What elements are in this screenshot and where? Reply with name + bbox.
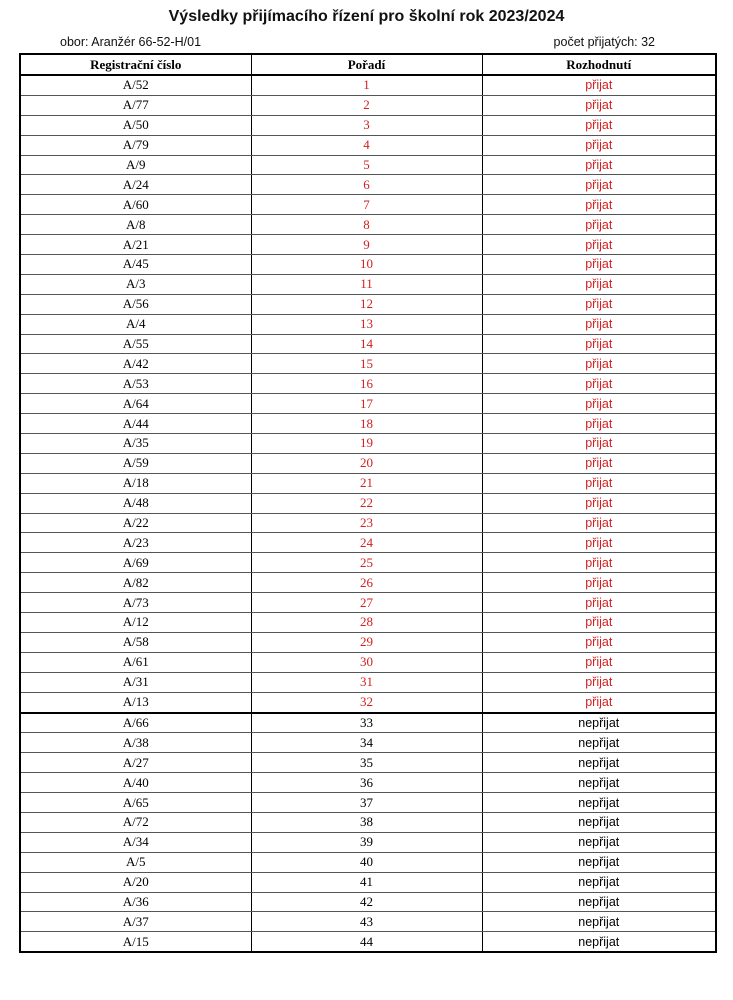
table-row <box>20 573 716 593</box>
decision-cell: přijat <box>482 613 716 633</box>
registration-number-cell: A/23 <box>20 533 251 553</box>
rank-cell: 33 <box>251 713 482 733</box>
registration-number-cell: A/82 <box>20 573 251 593</box>
registration-number-cell: A/31 <box>20 672 251 692</box>
registration-number-cell: A/3 <box>20 274 251 294</box>
table-row <box>20 274 716 294</box>
rank-cell: 21 <box>251 473 482 493</box>
rank-cell: 8 <box>251 215 482 235</box>
registration-number-cell: A/9 <box>20 155 251 175</box>
rank-cell: 12 <box>251 294 482 314</box>
decision-cell: přijat <box>482 95 716 115</box>
table-row <box>20 533 716 553</box>
rank-cell: 6 <box>251 175 482 195</box>
registration-number-cell: A/44 <box>20 414 251 434</box>
registration-number-cell: A/42 <box>20 354 251 374</box>
decision-cell: přijat <box>482 593 716 613</box>
decision-cell: nepřijat <box>482 872 716 892</box>
admitted-count: počet přijatých: 32 <box>553 35 655 49</box>
decision-cell: přijat <box>482 414 716 434</box>
table-row <box>20 652 716 672</box>
table-row <box>20 832 716 852</box>
rank-cell: 3 <box>251 115 482 135</box>
table-row <box>20 215 716 235</box>
rank-cell: 10 <box>251 255 482 275</box>
decision-cell: nepřijat <box>482 713 716 733</box>
rank-cell: 1 <box>251 75 482 95</box>
registration-number-cell: A/53 <box>20 374 251 394</box>
table-row <box>20 255 716 275</box>
registration-number-cell: A/34 <box>20 832 251 852</box>
rank-cell: 34 <box>251 733 482 753</box>
decision-cell: nepřijat <box>482 753 716 773</box>
registration-number-cell: A/27 <box>20 753 251 773</box>
registration-number-cell: A/13 <box>20 692 251 712</box>
table-row <box>20 235 716 255</box>
registration-number-cell: A/18 <box>20 473 251 493</box>
registration-number-cell: A/22 <box>20 513 251 533</box>
rank-cell: 9 <box>251 235 482 255</box>
decision-cell: přijat <box>482 672 716 692</box>
table-row <box>20 553 716 573</box>
registration-number-cell: A/73 <box>20 593 251 613</box>
decision-cell: nepřijat <box>482 932 716 952</box>
table-row <box>20 115 716 135</box>
registration-number-cell: A/37 <box>20 912 251 932</box>
table-row <box>20 414 716 434</box>
decision-cell: přijat <box>482 513 716 533</box>
rank-cell: 2 <box>251 95 482 115</box>
decision-cell: přijat <box>482 195 716 215</box>
registration-number-cell: A/58 <box>20 632 251 652</box>
decision-cell: přijat <box>482 135 716 155</box>
rank-cell: 40 <box>251 852 482 872</box>
registration-number-cell: A/36 <box>20 892 251 912</box>
registration-number-cell: A/52 <box>20 75 251 95</box>
table-row <box>20 195 716 215</box>
decision-cell: přijat <box>482 115 716 135</box>
table-row <box>20 294 716 314</box>
table-row <box>20 713 716 733</box>
results-table <box>19 53 717 953</box>
decision-cell: nepřijat <box>482 812 716 832</box>
registration-number-cell: A/48 <box>20 493 251 513</box>
rank-cell: 26 <box>251 573 482 593</box>
decision-cell: přijat <box>482 453 716 473</box>
table-row <box>20 932 716 952</box>
rank-cell: 23 <box>251 513 482 533</box>
rank-cell: 39 <box>251 832 482 852</box>
registration-number-cell: A/72 <box>20 812 251 832</box>
field-of-study: obor: Aranžér 66-52-H/01 <box>60 35 202 49</box>
table-row <box>20 434 716 454</box>
decision-cell: přijat <box>482 255 716 275</box>
decision-cell: přijat <box>482 434 716 454</box>
rank-cell: 16 <box>251 374 482 394</box>
rank-cell: 27 <box>251 593 482 613</box>
table-row <box>20 513 716 533</box>
decision-cell: přijat <box>482 175 716 195</box>
table-row <box>20 872 716 892</box>
table-row <box>20 692 716 712</box>
rank-cell: 20 <box>251 453 482 473</box>
decision-cell: nepřijat <box>482 892 716 912</box>
decision-cell: přijat <box>482 573 716 593</box>
table-row <box>20 593 716 613</box>
table-row <box>20 175 716 195</box>
rank-cell: 11 <box>251 274 482 294</box>
registration-number-cell: A/79 <box>20 135 251 155</box>
decision-cell: nepřijat <box>482 832 716 852</box>
rank-cell: 32 <box>251 692 482 712</box>
registration-number-cell: A/4 <box>20 314 251 334</box>
registration-number-cell: A/15 <box>20 932 251 952</box>
registration-number-cell: A/38 <box>20 733 251 753</box>
table-row <box>20 334 716 354</box>
rank-cell: 44 <box>251 932 482 952</box>
table-row <box>20 394 716 414</box>
rank-cell: 35 <box>251 753 482 773</box>
table-body <box>20 75 716 952</box>
registration-number-cell: A/8 <box>20 215 251 235</box>
registration-number-cell: A/77 <box>20 95 251 115</box>
rank-cell: 14 <box>251 334 482 354</box>
table-header-row <box>20 54 716 75</box>
table-row <box>20 912 716 932</box>
rank-cell: 37 <box>251 793 482 813</box>
decision-cell: nepřijat <box>482 773 716 793</box>
decision-cell: přijat <box>482 294 716 314</box>
registration-number-cell: A/66 <box>20 713 251 733</box>
decision-cell: nepřijat <box>482 852 716 872</box>
registration-number-cell: A/21 <box>20 235 251 255</box>
rank-cell: 31 <box>251 672 482 692</box>
table-row <box>20 672 716 692</box>
registration-number-cell: A/45 <box>20 255 251 275</box>
decision-cell: přijat <box>482 334 716 354</box>
rank-cell: 38 <box>251 812 482 832</box>
rank-cell: 28 <box>251 613 482 633</box>
rank-cell: 25 <box>251 553 482 573</box>
rank-cell: 42 <box>251 892 482 912</box>
table-row <box>20 135 716 155</box>
table-row <box>20 493 716 513</box>
column-header-rank: Pořadí <box>251 54 482 75</box>
rank-cell: 18 <box>251 414 482 434</box>
decision-cell: přijat <box>482 533 716 553</box>
registration-number-cell: A/61 <box>20 652 251 672</box>
table-row <box>20 314 716 334</box>
page-title: Výsledky přijímacího řízení pro školní rok 2023/2024 <box>168 8 565 25</box>
decision-cell: přijat <box>482 394 716 414</box>
registration-number-cell: A/12 <box>20 613 251 633</box>
rank-cell: 13 <box>251 314 482 334</box>
registration-number-cell: A/69 <box>20 553 251 573</box>
registration-number-cell: A/56 <box>20 294 251 314</box>
rank-cell: 30 <box>251 652 482 672</box>
rank-cell: 36 <box>251 773 482 793</box>
table-row <box>20 812 716 832</box>
table-row <box>20 793 716 813</box>
decision-cell: přijat <box>482 652 716 672</box>
column-header-registration: Registrační číslo <box>20 54 251 75</box>
rank-cell: 22 <box>251 493 482 513</box>
rank-cell: 17 <box>251 394 482 414</box>
decision-cell: přijat <box>482 75 716 95</box>
column-header-decision: Rozhodnutí <box>482 54 716 75</box>
decision-cell: přijat <box>482 155 716 175</box>
decision-cell: přijat <box>482 274 716 294</box>
decision-cell: nepřijat <box>482 912 716 932</box>
decision-cell: nepřijat <box>482 793 716 813</box>
table-row <box>20 773 716 793</box>
decision-cell: přijat <box>482 235 716 255</box>
table-row <box>20 75 716 95</box>
rank-cell: 15 <box>251 354 482 374</box>
registration-number-cell: A/65 <box>20 793 251 813</box>
decision-cell: přijat <box>482 354 716 374</box>
decision-cell: přijat <box>482 553 716 573</box>
registration-number-cell: A/5 <box>20 852 251 872</box>
registration-number-cell: A/35 <box>20 434 251 454</box>
registration-number-cell: A/55 <box>20 334 251 354</box>
rank-cell: 4 <box>251 135 482 155</box>
table-row <box>20 473 716 493</box>
decision-cell: přijat <box>482 374 716 394</box>
decision-cell: přijat <box>482 692 716 712</box>
decision-cell: přijat <box>482 314 716 334</box>
decision-cell: přijat <box>482 215 716 235</box>
registration-number-cell: A/59 <box>20 453 251 473</box>
table-row <box>20 733 716 753</box>
registration-number-cell: A/64 <box>20 394 251 414</box>
table-row <box>20 155 716 175</box>
table-row <box>20 753 716 773</box>
table-row <box>20 95 716 115</box>
rank-cell: 19 <box>251 434 482 454</box>
table-row <box>20 632 716 652</box>
rank-cell: 29 <box>251 632 482 652</box>
decision-cell: přijat <box>482 632 716 652</box>
decision-cell: nepřijat <box>482 733 716 753</box>
registration-number-cell: A/50 <box>20 115 251 135</box>
table-row <box>20 892 716 912</box>
decision-cell: přijat <box>482 493 716 513</box>
registration-number-cell: A/20 <box>20 872 251 892</box>
registration-number-cell: A/40 <box>20 773 251 793</box>
rank-cell: 7 <box>251 195 482 215</box>
decision-cell: přijat <box>482 473 716 493</box>
rank-cell: 43 <box>251 912 482 932</box>
registration-number-cell: A/24 <box>20 175 251 195</box>
table-row <box>20 354 716 374</box>
table-row <box>20 852 716 872</box>
rank-cell: 41 <box>251 872 482 892</box>
table-row <box>20 453 716 473</box>
table-row <box>20 613 716 633</box>
rank-cell: 5 <box>251 155 482 175</box>
registration-number-cell: A/60 <box>20 195 251 215</box>
table-row <box>20 374 716 394</box>
rank-cell: 24 <box>251 533 482 553</box>
